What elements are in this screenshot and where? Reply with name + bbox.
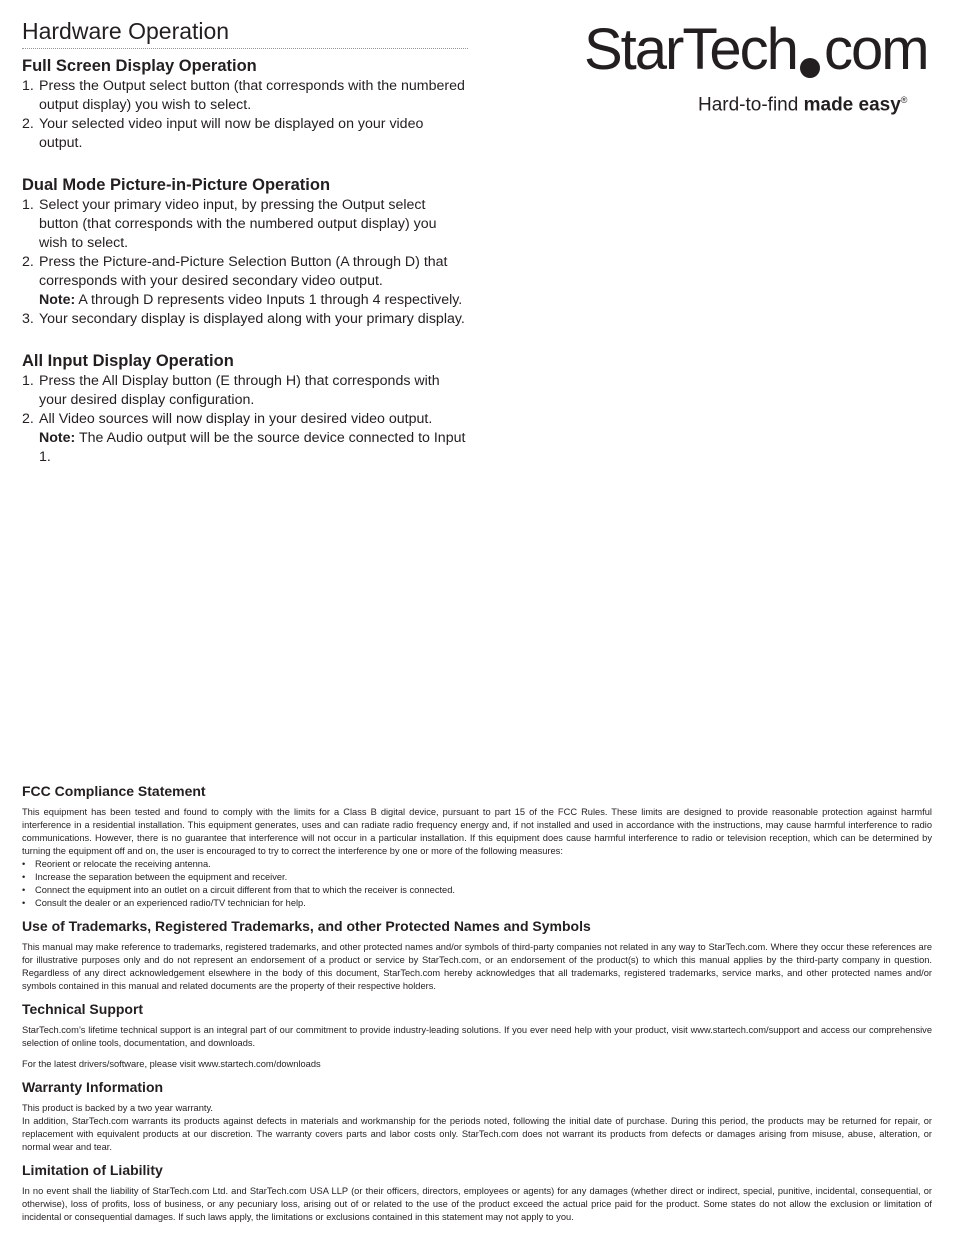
section-dual-mode-pip [22,175,468,329]
trademarks-notice [22,917,932,993]
list-item [22,871,932,884]
bullet-icon: • [22,859,26,869]
section-full-screen [22,56,468,153]
step-item [22,310,468,329]
warranty-text: In addition, StarTech.com warrants its products against defects in materials and workmanship for the periods noted, following the initial date of purchase. During this period, the products may be returned for repair, or replacement with equivalent products at our discretion. The warranty covers parts and labor costs only. StarTech.com does not warrant its products from defects or damages arising from misuse, abuse, alteration, or normal wear and tear. [22,1116,932,1152]
bullet-icon: • [22,898,26,908]
note-label: Note: [39,430,76,446]
logo-wordmark: StarTech [584,17,797,82]
tagline-light: Hard-to-find [698,94,804,116]
step-item [22,196,468,253]
step-text: Select your primary video input, by pressing the Output select button (that corresponds with the numbered output display) you wish to select. [39,197,437,251]
page-title: Hardware Operation [22,16,468,49]
startech-logo [584,17,930,120]
bullet-icon: • [22,872,26,882]
section-heading: Dual Mode Picture-in-Picture Operation [22,176,331,194]
technical-support [22,1000,932,1071]
note-text: A through D represents video Inputs 1 through 4 respectively. [75,292,463,308]
steps-list [22,372,468,467]
step-number: 3. [22,311,34,327]
bullet-text: Connect the equipment into an outlet on a circuit different from that to which the receiver is connected. [35,885,455,895]
fcc-measures-list [22,858,932,910]
logo-dot-icon [800,58,820,78]
warranty-heading: Warranty Information [22,1079,164,1095]
list-item [22,858,932,871]
step-item [22,372,468,410]
steps-list [22,77,468,153]
step-text: Your selected video input will now be displayed on your video output. [39,116,424,151]
bullet-text: Reorient or relocate the receiving antenna. [35,859,211,869]
fcc-statement [22,782,932,910]
note-label: Note: [39,292,76,308]
tagline-bold: made easy [803,94,901,116]
liability-text: In no event shall the liability of StarTech.com Ltd. and StarTech.com USA LLP (or their officers, directors, employees or agents) for any damages (whether direct or indirect, special, punitive, incidental, consequential, or otherwise), loss of profits, loss of business, or any pecuniary loss, arising out of or related to the use of the product exceed the actual price paid for the product. Some states do not allow the exclusion or limitation of incidental or consequential damages. If such laws apply, the limitations or exclusions contained in this statement may not apply to you. [22,1186,932,1222]
support-text: StarTech.com’s lifetime technical support is an integral part of our commitment to provide industry-leading solutions. If you ever need help with your product, visit www.startech.com/support and access our comprehensive selection of online tools, documentation, and downloads. [22,1025,932,1048]
registered-mark: ® [900,95,908,105]
warranty-information [22,1078,932,1154]
step-number: 1. [22,197,34,213]
liability-heading: Limitation of Liability [22,1162,163,1178]
list-item [22,897,932,910]
step-text: Your secondary display is displayed along with your primary display. [39,311,465,327]
logo-tagline [698,88,907,117]
steps-list [22,196,468,329]
bullet-icon: • [22,885,26,895]
support-downloads-text: For the latest drivers/software, please visit www.startech.com/downloads [22,1059,321,1069]
step-body [39,410,468,467]
warranty-line: This product is backed by a two year warranty. [22,1103,214,1113]
legal-notices [22,782,932,1231]
step-number: 1. [22,373,34,389]
step-item [22,115,468,153]
logo-com: com [824,17,928,82]
trademarks-text: This manual may make reference to trademarks, registered trademarks, and other protected names and/or symbols of third-party companies not related in any way to StarTech.com. Where they occur these references are for illustrative purposes only and do not represent an endorsement of a product or service by StarTech.com, or an endorsement of the product(s) to which this manual applies by the third-party company in question. Regardless of any direct acknowledgement elsewhere in the body of this document, StarTech.com hereby acknowledges that all trademarks, registered trademarks, service marks, and other protected names and/or symbols contained in this manual and related documents are the property of their respective holders. [22,942,932,991]
note-text: The Audio output will be the source device connected to Input 1. [39,430,466,465]
operation-instructions [22,56,468,467]
list-item [22,884,932,897]
step-text: Press the Picture-and-Picture Selection Button (A through D) that corresponds with your desired secondary video output. [39,254,448,289]
limitation-of-liability [22,1161,932,1224]
section-heading: Full Screen Display Operation [22,57,257,75]
section-heading: All Input Display Operation [22,352,234,370]
step-text: All Video sources will now display in your desired video output. [39,411,433,427]
step-number: 2. [22,116,34,132]
step-item [22,410,468,467]
fcc-text: This equipment has been tested and found to comply with the limits for a Class B digital device, pursuant to part 15 of the FCC Rules. These limits are designed to provide reasonable protection against harmful interference in a residential installation. This equipment generates, uses and can radiate radio frequency energy and, if not installed and used in accordance with the instructions, may cause harmful interference to radio communications. However, there is no guarantee that interference will not occur in a particular installation. If this equipment does cause harmful interference to radio or television reception, which can be determined by turning the equipment off and on, the user is encouraged to try to correct the interference by one or more of the following measures: [22,807,932,856]
bullet-text: Consult the dealer or an experienced radio/TV technician for help. [35,898,306,908]
support-heading: Technical Support [22,1001,144,1017]
step-body [39,253,468,310]
bullet-text: Increase the separation between the equipment and receiver. [35,872,288,882]
step-text: Press the Output select button (that corresponds with the numbered output display) you wish to select. [39,78,465,113]
section-all-input [22,351,468,467]
step-text: Press the All Display button (E through H) that corresponds with your desired display configuration. [39,373,440,408]
step-number: 1. [22,78,34,94]
step-item [22,77,468,115]
fcc-heading: FCC Compliance Statement [22,783,206,799]
step-number: 2. [22,254,34,270]
trademarks-heading: Use of Trademarks, Registered Trademarks, and other Protected Names and Symbols [22,918,591,934]
step-item [22,253,468,310]
step-number: 2. [22,411,34,427]
